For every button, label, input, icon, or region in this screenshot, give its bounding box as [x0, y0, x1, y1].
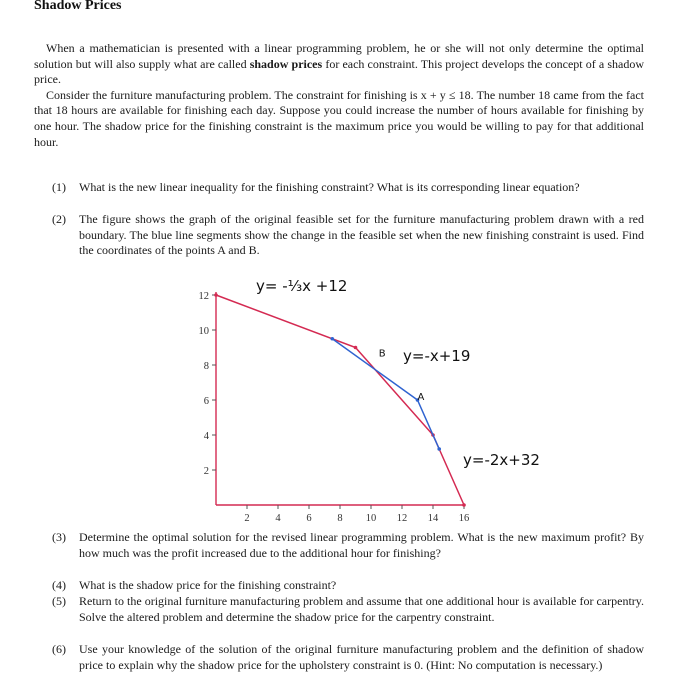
y-tick-label: 8 [203, 361, 209, 372]
original-boundary-line-vertex [354, 346, 358, 350]
question-2-text: The figure shows the graph of the original feasible set for the furniture manufacturing problem drawn with a red boundary. The blue line segments show the change in the feasible set when the new finishing constraint is used. Find the coordinates of the points A and B. [79, 212, 644, 258]
original-boundary-line-vertex [462, 503, 466, 507]
x-tick-label: 4 [275, 513, 281, 524]
x-tick-label: 12 [396, 513, 408, 524]
intro-paragraph-2: Consider the furniture manufacturing problem. The constraint for finishing is x + y ≤ 18. The number 18 came from the fact that 18 hours are available for finishing each day. Suppose you could increase the number of hours available for finishing by one hour. The shadow price for the finishing constraint is the maximum price you would be willing to pay for that additional hour. [34, 87, 644, 149]
question-2-number: (2) [52, 212, 66, 226]
question-1-number: (1) [52, 180, 66, 194]
question-3 [52, 530, 644, 561]
intro-p1-start: When a mathematician is presented with a linear programming problem, he or she will not only determine the optimal solution but will also supply what are called [34, 41, 644, 71]
question-6 [52, 642, 644, 673]
intro-p1-end: for each constraint. This project develops the concept of a shadow price. [34, 56, 644, 87]
question-6-number: (6) [52, 642, 66, 656]
revised-finishing-line-vertex [437, 447, 441, 451]
annotation-line3: y=-2x+32 [463, 451, 540, 469]
question-1-text: What is the new linear inequality for the finishing constraint? What is its corresponding linear equation? [79, 180, 580, 194]
question-6-text: Use your knowledge of the solution of the original furniture manufacturing problem and the definition of shadow price to explain why the shadow price for the upholstery constraint is 0. (Hint: No computation is necessary.) [79, 642, 644, 672]
question-3-text: Determine the optimal solution for the revised linear programming problem. What is the new maximum profit? By how much was the profit increased due to the additional hour for finishing? [79, 530, 644, 560]
x-tick-label: 2 [244, 513, 250, 524]
question-4-number: (4) [52, 578, 66, 592]
x-tick-label: 10 [365, 513, 377, 524]
question-5-number: (5) [52, 594, 66, 608]
y-tick-label: 12 [198, 291, 209, 302]
x-tick-label: 8 [337, 513, 343, 524]
question-4-text: What is the shadow price for the finishing constraint? [79, 578, 337, 592]
page-title: Shadow Prices [34, 0, 122, 13]
question-4 [52, 578, 644, 594]
y-tick-label: 10 [198, 326, 209, 337]
question-3-number: (3) [52, 530, 66, 544]
point-label-b: B [378, 348, 386, 360]
original-boundary-line-vertex [214, 293, 218, 297]
revised-finishing-line-vertex [330, 337, 334, 341]
question-5-text: Return to the original furniture manufacturing problem and assume that one additional hour is available for carpentry. Solve the altered problem and determine the shadow price for the carpentry constraint. [79, 594, 644, 624]
intro-p1-bold: shadow prices [249, 56, 323, 71]
y-tick-label: 4 [203, 431, 209, 442]
x-tick-label: 14 [427, 513, 439, 524]
y-tick-label: 6 [203, 396, 209, 407]
x-tick-label: 16 [458, 513, 470, 524]
x-tick-label: 6 [306, 513, 312, 524]
annotation-line2: y=-x+19 [403, 347, 471, 365]
y-tick-label: 2 [203, 466, 209, 477]
annotation-line1: y= -⅓x +12 [256, 277, 348, 295]
original-boundary-line [216, 295, 464, 505]
question-5 [52, 594, 644, 625]
point-label-a: A [417, 392, 425, 403]
